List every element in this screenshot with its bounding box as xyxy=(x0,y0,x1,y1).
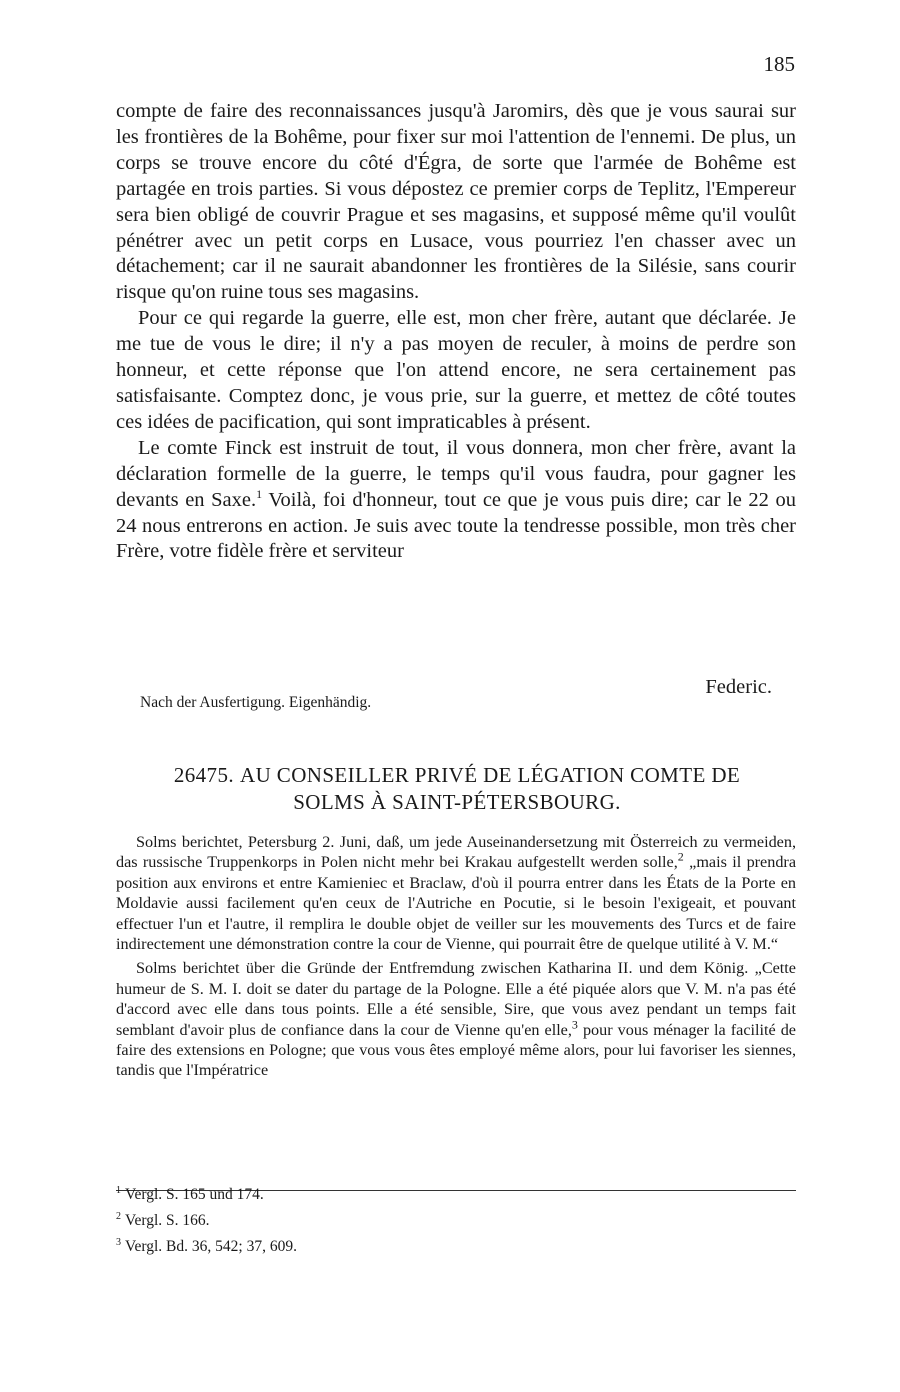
letter-body xyxy=(116,99,796,565)
footnote-mark: 3 xyxy=(116,1237,121,1249)
text-run: Pour ce qui regarde la guerre, elle est, mon cher frère, autant que déclarée. Je me tue de vous le dire; il n'y a pas moyen de reculer, à moins de perdre son honneur, et cette réponse que l'on attend encore, ne sera certainement pas satisfaisante. Comptez donc, je vous prie, sur la guerre, et mettez de côté toutes ces idées de pacification, qui sont impraticables à présent. xyxy=(116,307,796,433)
letter-number: 26475. xyxy=(173,763,234,787)
letter-heading-line2: SOLMS À SAINT-PÉTERSBOURG. xyxy=(293,790,621,814)
text-run: Solms berichtet über die Gründe der Entfremdung zwischen Katharina II. und dem König. „Cette humeur de S. M. I. doit se dater du partage de la Pologne. Elle a été piquée alors que V. M. n'a pas été d'accord avec elle dans tous points. Elle a été sensible, Sire, que vous avez pendant un temps fait semblant d'avoir plus de confiance dans la cour de Vienne qu'en elle, xyxy=(116,959,796,1039)
footnotes xyxy=(116,1180,796,1258)
footnote-text: Vergl. S. 166. xyxy=(125,1212,210,1230)
summary-block xyxy=(116,832,796,1081)
text-run: Voilà, foi d'honneur, tout ce que je vous puis dire; car le 22 ou 24 nous entrerons en action. Je suis avec toute la tendresse possible, mon très cher Frère, votre fidèle frère et serviteur xyxy=(116,488,796,563)
footnote-ref: 3 xyxy=(571,1017,578,1032)
body-paragraph xyxy=(116,99,796,306)
text-run: Solms berichtet, Petersburg 2. Juni, daß, um jede Auseinandersetzung mit Österreich zu vermeiden, das russische Truppenkorps in Polen nicht mehr bei Krakau aufgestellt werden solle, xyxy=(116,833,796,872)
summary-paragraph xyxy=(116,832,796,954)
body-paragraph xyxy=(116,306,796,436)
footnote-mark: 2 xyxy=(116,1211,121,1223)
footnote-ref: 1 xyxy=(256,486,263,501)
footnote xyxy=(116,1232,796,1258)
footnote-ref: 2 xyxy=(677,850,684,865)
body-paragraph xyxy=(116,436,796,566)
text-run: compte de faire des reconnaissances jusqu'à Jaromirs, dès que je vous saurai sur les frontières de la Bohême, pour fixer sur moi l'attention de l'ennemi. De plus, un corps se trouve encore du côté d'Égra, de sorte que l'armée de Bohême est partagée en trois parties. Si vous dépostez ce premier corps de Teplitz, l'Empereur sera bien obligé de couvrir Prague et ses magasins, et supposé même qu'il voulût pénétrer avec un petit corps en Lusace, vous pourriez l'en chasser avec un détachement; car il ne saurait abandonner les frontières de la Silésie, sans courir risque qu'on ruine tous ses magasins. xyxy=(116,100,796,304)
footnote-text: Vergl. Bd. 36, 542; 37, 609. xyxy=(125,1238,297,1256)
footnote xyxy=(116,1180,796,1206)
footnote-text: Vergl. S. 165 und 174. xyxy=(125,1186,264,1204)
text-run: „mais il prendra position aux environs et entre Kamieniec et Braclaw, d'où il pourra entrer dans les États de la Porte en Moldavie aussi facilement qu'en ceux de l'Autriche en Pocutie, si le besoin l'exigeait, et pouvant effectuer l'un et l'autre, il remplira le double objet de veiller sur les mouvements des Turcs et de faire indirectement une démonstration contre la cour de Vienne, qui pourrait être de quelque utilité à V. M.“ xyxy=(116,853,796,954)
signature: Federic. xyxy=(705,676,772,698)
text-run: pour vous ménager la facilité de faire des extensions en Pologne; que vous vous êtes employé même alors, pour lui favoriser les siennes, tandis que l'Impératrice xyxy=(116,1020,796,1080)
footnote-mark: 1 xyxy=(116,1185,121,1196)
summary-paragraph xyxy=(116,958,796,1080)
text-run: Le comte Finck est instruit de tout, il vous donnera, mon cher frère, avant la déclaration formelle de la guerre, le temps qu'il vous faudra, pour gagner les devants en Saxe. xyxy=(116,436,796,511)
letter-heading-line1: AU CONSEILLER PRIVÉ DE LÉGATION COMTE DE xyxy=(240,763,741,787)
source-note: Nach der Ausfertigung. Eigenhändig. xyxy=(140,694,372,711)
page-number: 185 xyxy=(763,52,795,76)
letter-heading xyxy=(116,762,798,816)
footnote xyxy=(116,1206,796,1232)
